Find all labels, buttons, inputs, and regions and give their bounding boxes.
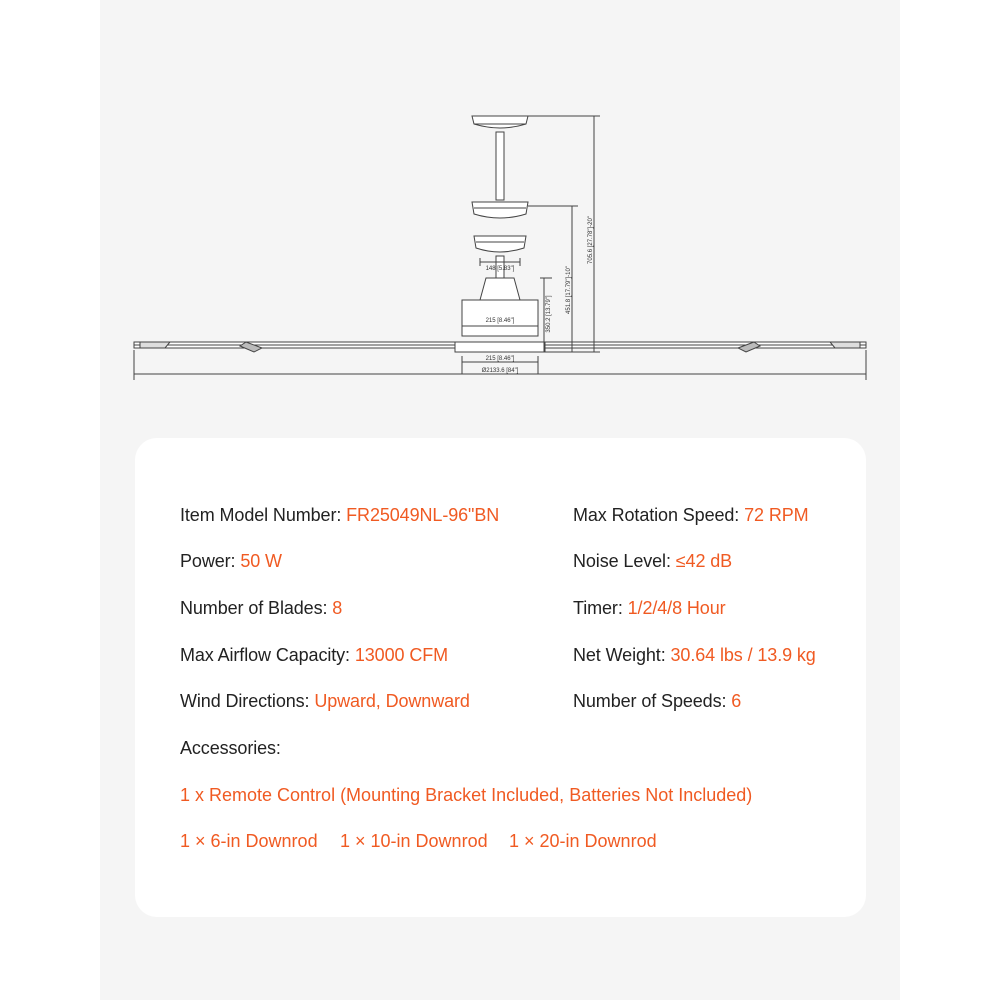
spec-max-airflow xyxy=(180,645,448,666)
spec-value: ≤42 dB xyxy=(675,551,733,571)
spec-power xyxy=(180,551,282,572)
spec-value: 6 xyxy=(731,691,742,711)
spec-value: 13000 CFM xyxy=(354,645,449,665)
spec-label: Item Model Number: xyxy=(180,505,347,525)
spec-value: 72 RPM xyxy=(744,505,809,525)
spec-value: 50 W xyxy=(240,551,282,571)
dim-drop-long: 705.6 [27.78"]-20" xyxy=(588,216,594,264)
spec-value: 1/2/4/8 Hour xyxy=(627,598,726,618)
dim-motor-width: 215 [8.46"] xyxy=(485,318,515,324)
spec-label: Max Rotation Speed: xyxy=(573,505,745,525)
spec-value: 30.64 lbs / 13.9 kg xyxy=(670,645,816,665)
accessory-remote-control: 1 x Remote Control (Mounting Bracket Included, Batteries Not Included) xyxy=(180,785,753,805)
downrod xyxy=(496,132,504,200)
coupler xyxy=(474,236,526,252)
spec-noise-level xyxy=(573,551,732,572)
spec-label: Number of Speeds: xyxy=(573,691,732,711)
dim-drop-short: 451.8 [17.79"]-10" xyxy=(566,266,572,314)
spec-value: 8 xyxy=(332,598,343,618)
dim-motor-height: 350.2 [13.79"] xyxy=(546,295,552,333)
spec-value: Upward, Downward xyxy=(314,691,470,711)
dim-downrod-width: 148 [5.83"] xyxy=(485,266,515,272)
spec-model-number xyxy=(180,505,499,526)
fan-dimension-diagram xyxy=(0,0,1000,420)
spec-label: Timer: xyxy=(573,598,628,618)
dim-span: Ø2133.6 [84"] xyxy=(481,368,519,374)
spec-number-of-blades xyxy=(180,598,342,619)
spec-value: FR25049NL-96"BN xyxy=(346,505,500,525)
spec-label: Net Weight: xyxy=(573,645,671,665)
spec-net-weight xyxy=(573,645,816,666)
spec-label: Noise Level: xyxy=(573,551,676,571)
spec-wind-directions xyxy=(180,691,470,712)
accessory-downrod-20in: 1 × 20-in Downrod xyxy=(509,831,657,851)
spec-label: Power: xyxy=(180,551,241,571)
canopy-mid xyxy=(472,202,528,218)
spec-number-of-speeds xyxy=(573,691,741,712)
spec-label: Max Airflow Capacity: xyxy=(180,645,355,665)
spec-timer xyxy=(573,598,726,619)
accessory-downrod-6in: 1 × 6-in Downrod xyxy=(180,831,318,851)
spec-label: Wind Directions: xyxy=(180,691,315,711)
motor-housing xyxy=(480,278,520,300)
spec-max-rotation-speed xyxy=(573,505,809,526)
accessories-heading: Accessories: xyxy=(180,738,281,758)
spec-label: Number of Blades: xyxy=(180,598,333,618)
dim-blade-hub-width: 215 [8.46"] xyxy=(485,356,515,362)
canopy-top xyxy=(472,116,528,128)
accessory-downrod-10in: 1 × 10-in Downrod xyxy=(340,831,488,851)
